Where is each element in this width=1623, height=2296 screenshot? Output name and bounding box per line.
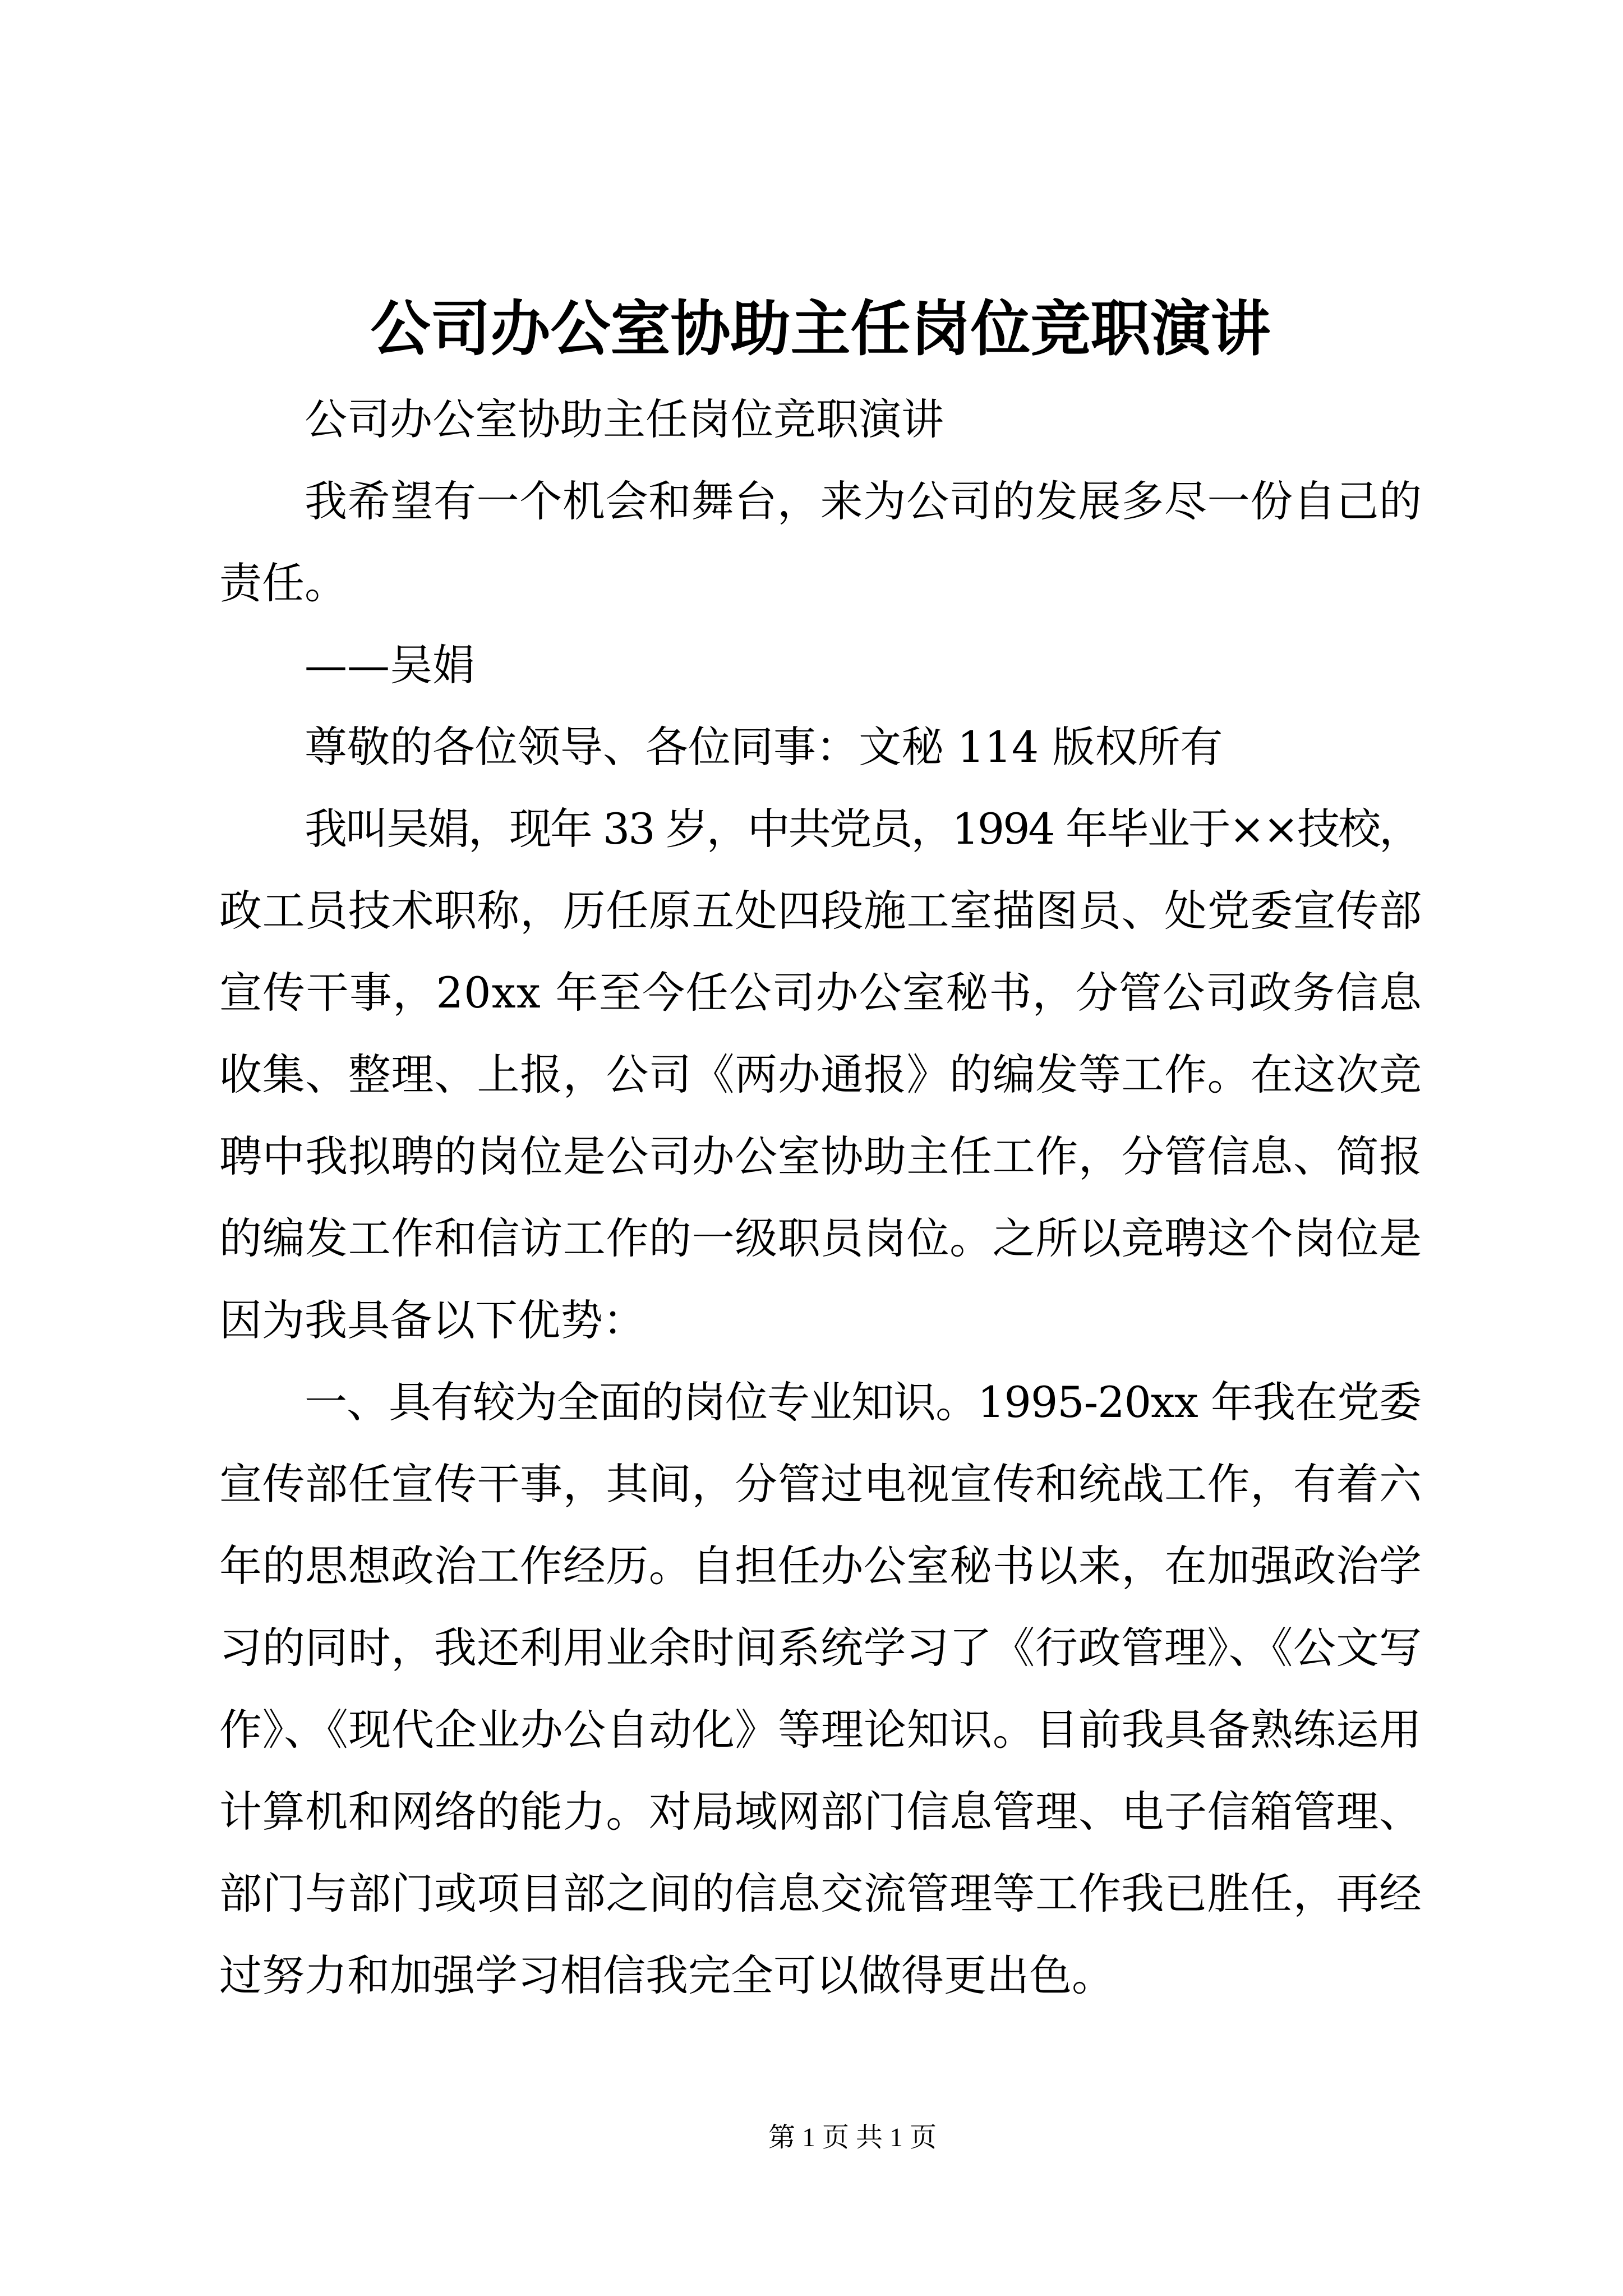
text-line: 宣传干事，20xx 年至今任公司办公室秘书，分管公司政务信息 [219, 968, 1423, 1018]
text-line: 年的思想政治工作经历。自担任办公室秘书以来，在加强政治学 [219, 1541, 1422, 1591]
text-line: 的编发工作和信访工作的一级职员岗位。之所以竞聘这个岗位是 [219, 1213, 1422, 1263]
text-line: 我叫吴娟，现年 33 岁，中共党员，1994 年毕业于××技校， [305, 804, 1420, 854]
page-footer: 第 1 页 共 1 页 [768, 2123, 937, 2152]
text-line: 因为我具备以下优势： [219, 1295, 645, 1345]
paragraph-salutation [219, 706, 1422, 788]
document-body [219, 379, 1422, 2017]
paragraph-attribution [219, 624, 1422, 706]
text-line: 聘中我拟聘的岗位是公司办公室协助主任工作，分管信息、简报 [219, 1131, 1422, 1181]
text-line: 作》、《现代企业办公自动化》等理论知识。目前我具备熟练运用 [219, 1705, 1422, 1755]
text-line: 宣传部任宣传干事，其间，分管过电视宣传和统战工作，有着六 [219, 1459, 1422, 1509]
paragraph-advantage-one [219, 1361, 1422, 2017]
text-line: 一、具有较为全面的岗位专业知识。1995-20xx 年我在党委 [305, 1377, 1422, 1427]
text-line: 习的同时，我还利用业余时间系统学习了《行政管理》、《公文写 [219, 1623, 1422, 1673]
paragraph-subtitle [219, 379, 1422, 461]
paragraph-introduction [219, 788, 1422, 1361]
text-line: 我希望有一个机会和舞台，来为公司的发展多尽一份自己的 [305, 476, 1422, 526]
text-line: 收集、整理、上报，公司《两办通报》的编发等工作。在这次竞 [219, 1050, 1422, 1099]
text-line: 过努力和加强学习相信我完全可以做得更出色。 [219, 1950, 1114, 2000]
text-line: ——吴娟 [305, 640, 475, 690]
text-line: 政工员技术职称，历任原五处四段施工室描图员、处党委宣传部 [219, 886, 1422, 936]
text-line: 责任。 [219, 558, 347, 608]
text-line: 公司办公室协助主任岗位竞职演讲 [305, 394, 944, 444]
text-line: 尊敬的各位领导、各位同事：文秘 114 版权所有 [305, 722, 1223, 772]
text-line: 部门与部门或项目部之间的信息交流管理等工作我已胜任，再经 [219, 1869, 1422, 1918]
document-title: 公司办公室协助主任岗位竞职演讲 [370, 294, 1271, 364]
paragraph-quote [219, 461, 1422, 624]
text-line: 计算机和网络的能力。对局域网部门信息管理、电子信箱管理、 [219, 1787, 1422, 1837]
